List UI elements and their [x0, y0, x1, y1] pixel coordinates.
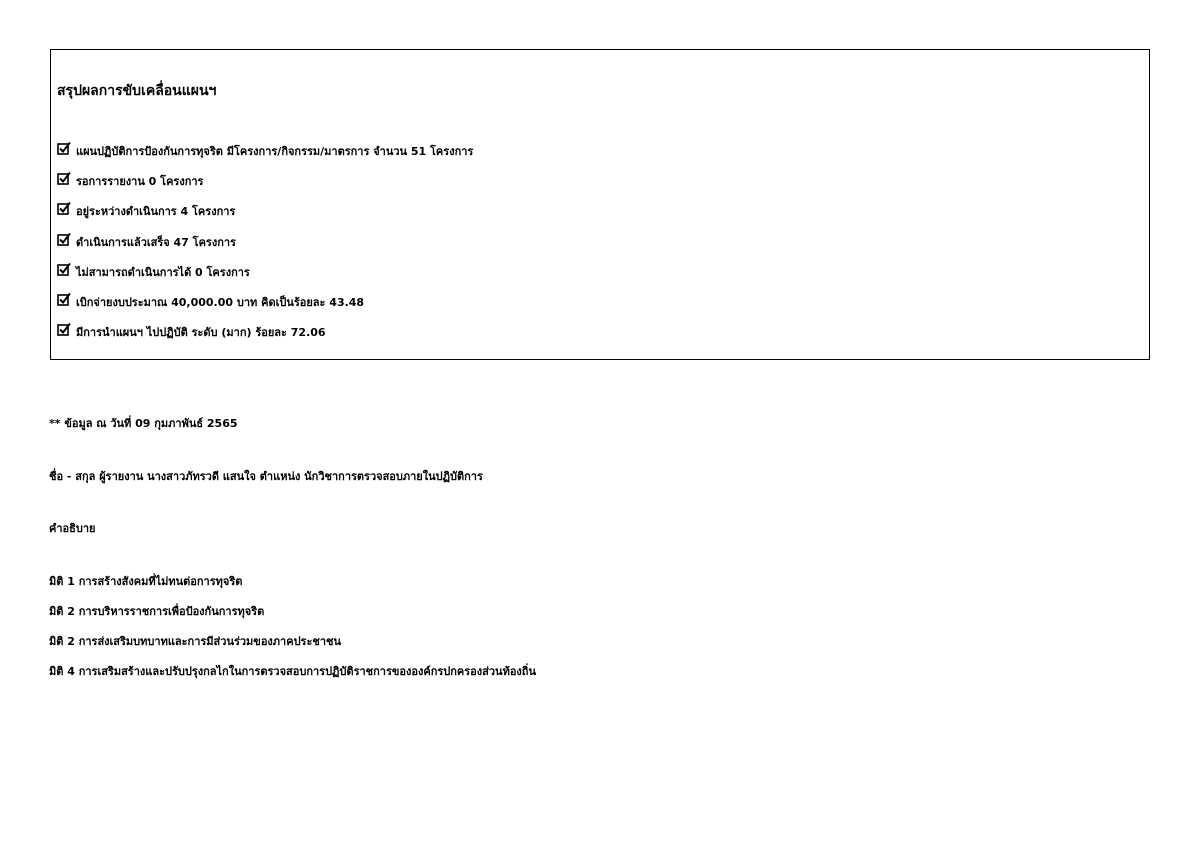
summary-item-text: เบิกจ่ายงบประมาณ 40,000.00 บาท คิดเป็นร้อยละ 43.48	[76, 296, 365, 310]
summary-item	[57, 317, 473, 347]
summary-list	[57, 136, 473, 347]
dimension-item: มิติ 4 การเสริมสร้างและปรับปรุงกลไกในการตรวจสอบการปฏิบัติราชการขององค์กรปกครองส่วนท้องถิ่น	[49, 665, 536, 678]
checked-box-icon	[57, 262, 71, 276]
checked-box-icon	[57, 292, 71, 306]
summary-item	[57, 227, 473, 257]
summary-title: สรุปผลการขับเคลื่อนแผนฯ	[57, 83, 217, 99]
summary-item	[57, 287, 473, 317]
dimension-item: มิติ 2 การส่งเสริมบทบาทและการมีส่วนร่วมของภาคประชาชน	[49, 635, 342, 648]
summary-item-text: มีการนำแผนฯ ไปปฏิบัติ ระดับ (มาก) ร้อยละ 72.06	[76, 326, 326, 340]
checked-box-icon	[57, 232, 71, 246]
dimension-item: มิติ 2 การบริหารราชการเพื่อป้องกันการทุจริต	[49, 605, 265, 618]
legend-heading: คำอธิบาย	[49, 522, 96, 535]
checked-box-icon	[57, 141, 71, 155]
dimension-item: มิติ 1 การสร้างสังคมที่ไม่ทนต่อการทุจริต	[49, 575, 243, 588]
summary-panel	[50, 49, 1150, 360]
summary-item-text: ดำเนินการแล้วเสร็จ 47 โครงการ	[76, 235, 236, 249]
summary-item-text: แผนปฏิบัติการป้องกันการทุจริต มีโครงการ/กิจกรรม/มาตรการ จำนวน 51 โครงการ	[76, 145, 474, 159]
summary-item	[57, 257, 473, 287]
checked-box-icon	[57, 322, 71, 336]
summary-item-text: รอการรายงาน 0 โครงการ	[76, 175, 204, 189]
reporter-info: ชื่อ - สกุล ผู้รายงาน นางสาวภัทรวดี แสนใจ ตำแหน่ง นักวิชาการตรวจสอบภายในปฏิบัติการ	[49, 470, 483, 483]
summary-item	[57, 136, 473, 166]
summary-item-text: ไม่สามารถดำเนินการได้ 0 โครงการ	[76, 265, 250, 279]
checked-box-icon	[57, 201, 71, 215]
data-date-note: ** ข้อมูล ณ วันที่ 09 กุมภาพันธ์ 2565	[49, 417, 238, 430]
summary-item	[57, 166, 473, 196]
summary-item	[57, 196, 473, 226]
summary-item-text: อยู่ระหว่างดำเนินการ 4 โครงการ	[76, 205, 236, 219]
checked-box-icon	[57, 171, 71, 185]
